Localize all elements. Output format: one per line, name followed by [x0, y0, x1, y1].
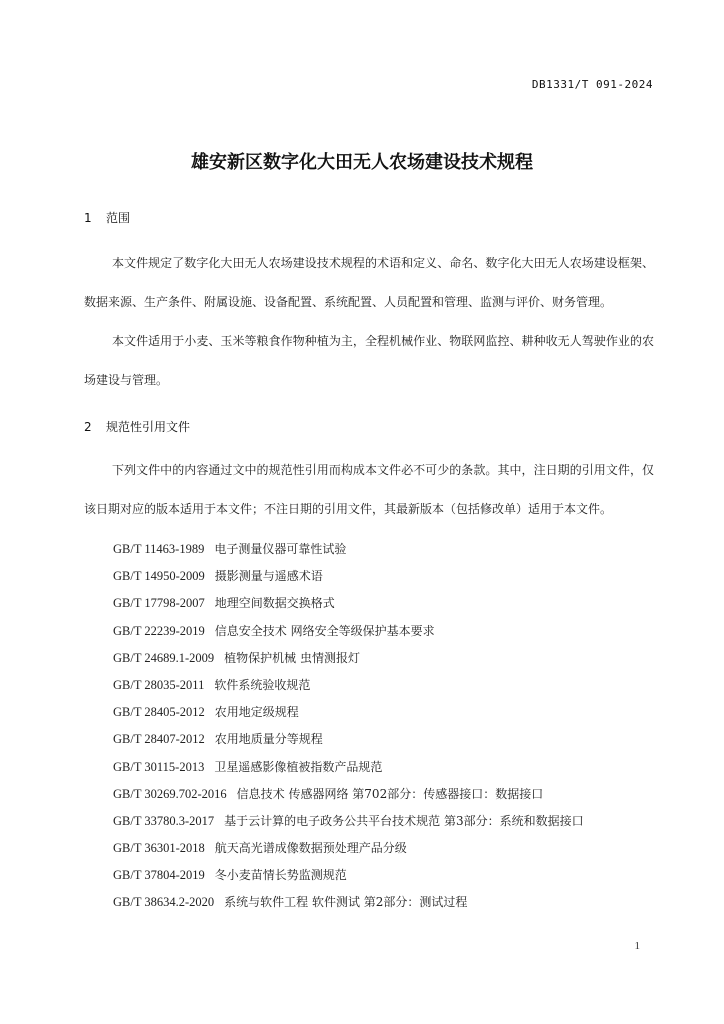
reference-title: 信息技术 传感器网络 第702部分：传感器接口：数据接口 [236, 786, 544, 801]
standard-code: DB1331/T 091-2024 [531, 78, 653, 91]
reference-item [113, 754, 584, 781]
reference-item [113, 618, 584, 645]
reference-code: GB/T 37804-2019 [113, 868, 205, 883]
reference-item [113, 889, 584, 916]
document-title: 雄安新区数字化大田无人农场建设技术规程 [191, 152, 533, 173]
reference-code: GB/T 22239-2019 [113, 623, 205, 638]
reference-item [113, 672, 584, 699]
reference-code: GB/T 30115-2013 [113, 759, 205, 774]
section-1-heading [84, 209, 130, 226]
reference-code: GB/T 36301-2018 [113, 841, 205, 856]
reference-item [113, 781, 584, 808]
reference-title: 农用地质量分等规程 [214, 732, 323, 747]
scope-paragraph-2: 本文件适用于小麦、玉米等粮食作物种植为主，全程机械作业、物联网监控、耕种收无人驾驶作业的农场建设与管理。 [84, 334, 654, 387]
reference-item [113, 808, 584, 835]
reference-code: GB/T 11463-1989 [113, 542, 205, 556]
reference-code: GB/T 33780.3-2017 [113, 813, 215, 828]
section-title: 规范性引用文件 [106, 420, 191, 434]
reference-title: 冬小麦苗情长势监测规范 [214, 868, 347, 883]
reference-title: 基于云计算的电子政务公共平台技术规范 第3部分：系统和数据接口 [224, 813, 584, 828]
reference-code: GB/T 24689.1-2009 [113, 650, 215, 665]
section-2-heading [84, 418, 190, 435]
reference-title: 软件系统验收规范 [214, 677, 311, 692]
reference-title: 地理空间数据交换格式 [214, 596, 335, 611]
reference-code: GB/T 28035-2011 [113, 677, 205, 692]
reference-code: GB/T 30269.702-2016 [113, 786, 227, 801]
reference-code: GB/T 38634.2-2020 [113, 895, 215, 910]
reference-code: GB/T 28407-2012 [113, 732, 205, 747]
reference-code: GB/T 28405-2012 [113, 705, 205, 720]
reference-title: 电子测量仪器可靠性试验 [214, 542, 347, 556]
reference-item [113, 645, 584, 672]
reference-item [113, 726, 584, 753]
reference-title: 航天高光谱成像数据预处理产品分级 [214, 841, 407, 856]
reference-item [113, 536, 584, 563]
section-number: 2 [84, 420, 92, 434]
normative-references-paragraph: 下列文件中的内容通过文中的规范性引用而构成本文件必不可少的条款。其中，注日期的引用文件，仅该日期对应的版本适用于本文件；不注日期的引用文件，其最新版本（包括修改单）适用于本文件。 [84, 463, 654, 516]
reference-code: GB/T 14950-2009 [113, 569, 205, 584]
page-number: 1 [634, 940, 640, 952]
reference-item [113, 563, 584, 590]
reference-title: 卫星遥感影像植被指数产品规范 [214, 759, 383, 774]
reference-title: 信息安全技术 网络安全等级保护基本要求 [214, 623, 435, 638]
reference-title: 植物保护机械 虫情测报灯 [224, 650, 360, 665]
reference-item [113, 862, 584, 889]
reference-code: GB/T 17798-2007 [113, 596, 205, 611]
section-number: 1 [84, 211, 92, 225]
reference-title: 系统与软件工程 软件测试 第2部分：测试过程 [224, 895, 468, 910]
reference-title: 农用地定级规程 [214, 705, 299, 720]
reference-item [113, 699, 584, 726]
reference-list [113, 536, 584, 917]
section-title: 范围 [106, 211, 131, 225]
reference-title: 摄影测量与遥感术语 [214, 569, 323, 584]
scope-paragraph-1: 本文件规定了数字化大田无人农场建设技术规程的术语和定义、命名、数字化大田无人农场建设框架、数据来源、生产条件、附属设施、设备配置、系统配置、人员配置和管理、监测与评价、财务管理。 [84, 256, 654, 309]
reference-item [113, 590, 584, 617]
reference-item [113, 835, 584, 862]
